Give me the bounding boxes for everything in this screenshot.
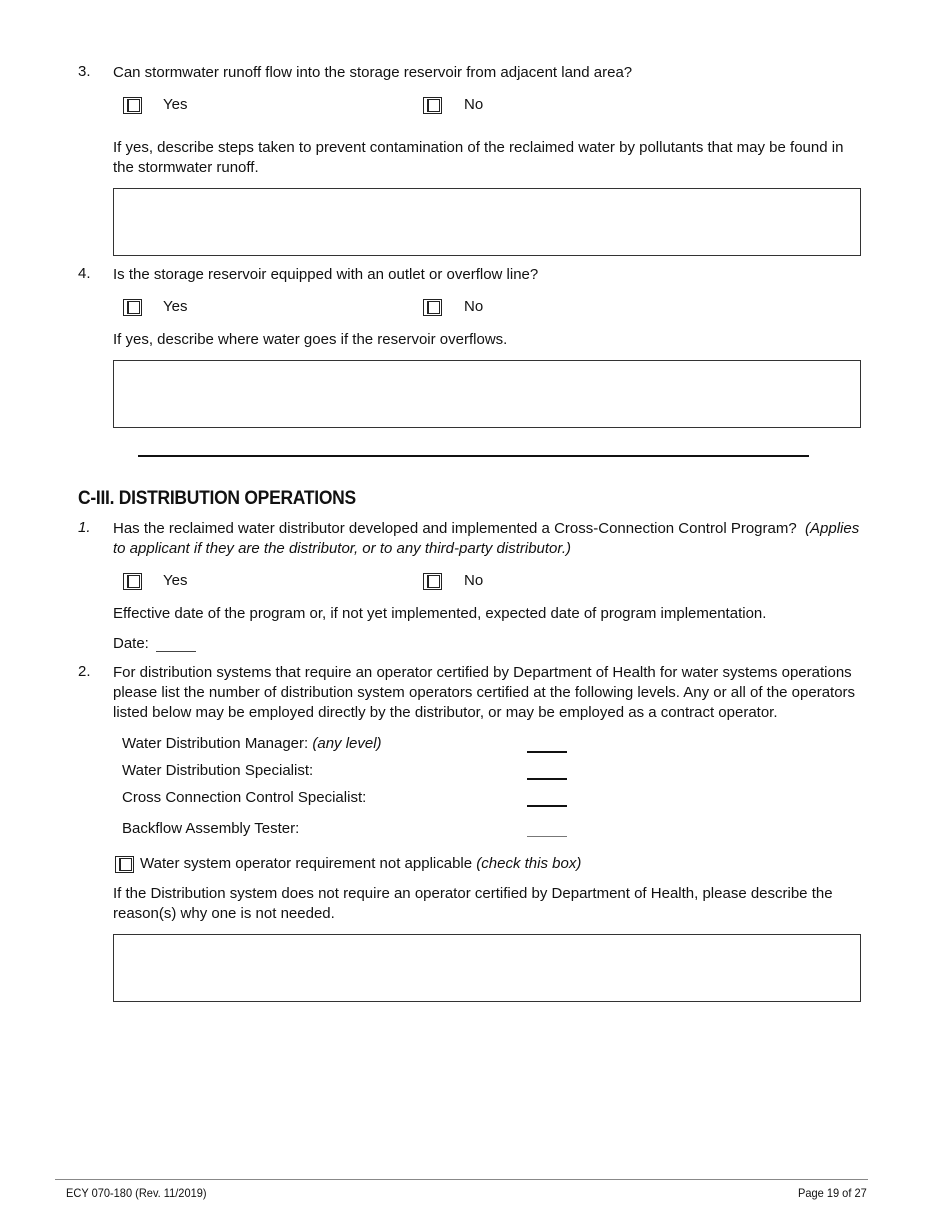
c2-instruction: If the Distribution system does not require an operator certified by Department of Health, please describe the reason(s) why one is not needed. (113, 885, 833, 922)
wdm-count-field[interactable] (527, 751, 567, 753)
c1-note: (Applies to applicant if they are the distributor, or to any third-party distributor.) (113, 520, 860, 557)
c2-number: 2. (78, 663, 91, 680)
q4-number: 4. (78, 265, 91, 282)
q4-question: Is the storage reservoir equipped with an outlet or overflow line? (113, 266, 539, 283)
q4-description-textarea[interactable] (113, 360, 861, 428)
c1-date-field[interactable] (156, 651, 196, 652)
q3-number: 3. (78, 63, 91, 80)
c1-instruction: Effective date of the program or, if not yet implemented, expected date of program implementation. (113, 605, 767, 622)
q4-no-checkbox[interactable] (423, 299, 442, 316)
q3-yes-checkbox[interactable] (123, 97, 142, 114)
c1-question: Has the reclaimed water distributor developed and implemented a Cross-Connection Control Program? (Applies to applicant if they are the distributor, or to any third-party distributor.) (113, 520, 860, 557)
cccs-count-field[interactable] (527, 805, 567, 807)
wds-count-field[interactable] (527, 778, 567, 780)
c1-yes-checkbox[interactable] (123, 573, 142, 590)
level-cross-connection-control-specialist: Cross Connection Control Specialist: (122, 789, 367, 806)
bat-count-field[interactable] (527, 836, 567, 837)
c1-no-checkbox[interactable] (423, 573, 442, 590)
not-applicable-checkbox[interactable] (115, 856, 134, 873)
c1-date-label: Date: (113, 635, 149, 652)
section-divider (138, 455, 809, 457)
footer-form-id: ECY 070-180 (Rev. 11/2019) (66, 1186, 207, 1200)
q3-instruction: If yes, describe steps taken to prevent contamination of the reclaimed water by pollutants that may be found in the stormwater runoff. (113, 139, 844, 176)
not-applicable-label: Water system operator requirement not applicable (check this box) (140, 855, 582, 872)
q3-no-label: No (464, 96, 484, 113)
q3-question: Can stormwater runoff flow into the storage reservoir from adjacent land area? (113, 64, 633, 81)
q3-no-checkbox[interactable] (423, 97, 442, 114)
footer-rule (55, 1179, 868, 1180)
footer-page-number: Page 19 of 27 (798, 1186, 867, 1200)
q3-description-textarea[interactable] (113, 188, 861, 256)
level-backflow-assembly-tester: Backflow Assembly Tester: (122, 820, 300, 837)
q4-yes-checkbox[interactable] (123, 299, 142, 316)
c1-number: 1. (78, 519, 91, 536)
q3-yes-label: Yes (163, 96, 188, 113)
q4-no-label: No (464, 298, 484, 315)
q4-instruction: If yes, describe where water goes if the reservoir overflows. (113, 331, 508, 348)
q4-yes-label: Yes (163, 298, 188, 315)
level-water-distribution-specialist: Water Distribution Specialist: (122, 762, 314, 779)
c1-yes-label: Yes (163, 572, 188, 589)
c1-no-label: No (464, 572, 484, 589)
c2-reason-textarea[interactable] (113, 934, 861, 1002)
level-water-distribution-manager: Water Distribution Manager: (any level) (122, 735, 382, 752)
section-title: C-III. DISTRIBUTION OPERATIONS (78, 488, 356, 509)
c2-question: For distribution systems that require an operator certified by Department of Health for water systems operations please list the number of distribution system operators certified at the following levels. Any or all of the operators listed below may be employed directly by the distributor, or may be employed as a contract operator. (113, 664, 856, 721)
